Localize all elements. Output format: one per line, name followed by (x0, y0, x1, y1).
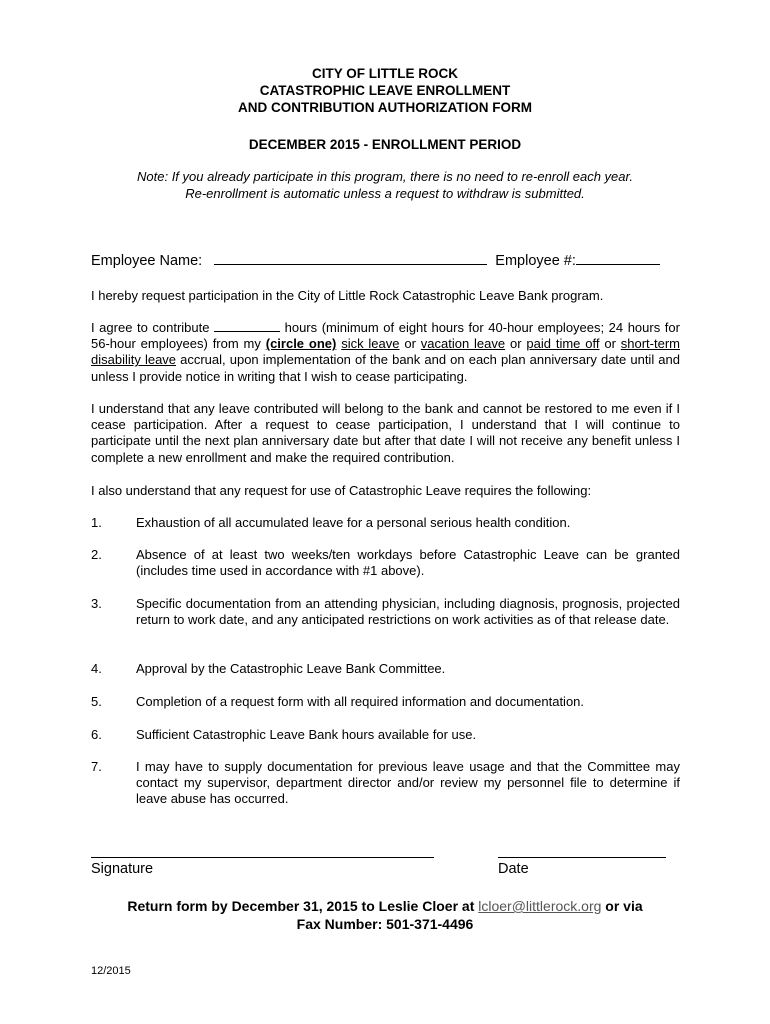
enrollment-period: DECEMBER 2015 - ENROLLMENT PERIOD (248, 137, 522, 152)
request-paragraph: I hereby request participation in the City of Little Rock Catastrophic Leave Bank program. (91, 288, 604, 303)
employee-info-row (91, 252, 660, 269)
title-line-2: CATASTROPHIC LEAVE ENROLLMENT (259, 83, 511, 98)
requirements-intro: I also understand that any request for use of Catastrophic Leave requires the following: (91, 483, 592, 498)
note-line-2: Re-enrollment is automatic unless a request to withdraw is submitted. (185, 186, 585, 201)
hours-field[interactable] (214, 319, 280, 332)
note-line-1: Note: If you already participate in this program, there is no need to re-enroll each year. (137, 169, 633, 184)
revision-date: 12/2015 (91, 965, 131, 977)
vacation-leave-option[interactable]: vacation leave (420, 336, 506, 352)
or-text-1: or (404, 336, 416, 352)
agree-end: accrual, upon implementation of the bank and on each plan anniversary date until and unless I provide notice in writing that I wish to cease participating. (91, 352, 680, 384)
circle-one-text: (circle one) (265, 336, 337, 352)
list-number: 1. (91, 515, 102, 530)
list-number: 6. (91, 727, 102, 742)
signature-label: Signature (91, 861, 154, 877)
agree-mid: hours (minimum of eight hours for 40-hour employees; 24 hours for 56-hour employees) from my (91, 320, 680, 352)
form-title (0, 65, 770, 116)
fax-number: Fax Number: 501-371-4496 (296, 916, 474, 932)
list-text: Approval by the Catastrophic Leave Bank Committee. (136, 661, 446, 676)
list-number: 3. (91, 596, 102, 611)
list-text: Specific documentation from an attending physician, including diagnosis, prognosis, projected return to work date, and any anticipated restrictions on work activities as of that release date. (136, 596, 680, 628)
list-number: 5. (91, 694, 102, 709)
or-text-3: or (604, 336, 616, 352)
list-number: 4. (91, 661, 102, 676)
paid-time-off-option[interactable]: paid time off (526, 336, 600, 352)
email-link[interactable]: lcloer@littlerock.org (478, 898, 602, 914)
employee-name-label: Employee Name: (91, 253, 203, 269)
return-instructions (0, 897, 770, 933)
agree-start: I agree to contribute (91, 320, 210, 335)
date-label: Date (498, 861, 529, 877)
understand-paragraph: I understand that any leave contributed will belong to the bank and cannot be restored to me even if I cease participation. After a request to cease participation, I understand that I will continue to participate until the next plan anniversary date but after that date I will not receive any benefit unless I complete a new enrollment and make the required contribution. (91, 401, 680, 465)
list-number: 7. (91, 759, 102, 774)
list-text: I may have to supply documentation for previous leave usage and that the Committee may contact my supervisor, department director and/or review my personnel file to determine if leave abuse has occurred. (136, 759, 680, 807)
reenroll-note (0, 168, 770, 202)
short-term-disability-option[interactable]: short-term disability leave (91, 336, 680, 368)
signature-field[interactable] (91, 857, 434, 858)
employee-name-field[interactable] (214, 252, 487, 265)
title-line-1: CITY OF LITTLE ROCK (312, 66, 458, 81)
employee-number-field[interactable] (576, 252, 660, 265)
employee-number-label: Employee #: (495, 253, 576, 269)
or-text-2: or (510, 336, 522, 352)
list-text: Completion of a request form with all required information and documentation. (136, 694, 585, 709)
list-number: 2. (91, 547, 102, 562)
date-field[interactable] (498, 857, 666, 858)
contribution-paragraph (91, 319, 680, 385)
list-text: Exhaustion of all accumulated leave for a personal serious health condition. (136, 515, 571, 530)
return-prefix: Return form by December 31, 2015 to Leslie Cloer at (127, 898, 475, 914)
sick-leave-option[interactable]: sick leave (341, 336, 400, 352)
list-text: Sufficient Catastrophic Leave Bank hours available for use. (136, 727, 477, 742)
title-line-3: AND CONTRIBUTION AUTHORIZATION FORM (238, 100, 532, 115)
return-line-1 (0, 897, 770, 915)
list-text: Absence of at least two weeks/ten workdays before Catastrophic Leave can be granted (includes time used in accordance with #1 above). (136, 547, 680, 579)
return-suffix: or via (605, 898, 643, 914)
